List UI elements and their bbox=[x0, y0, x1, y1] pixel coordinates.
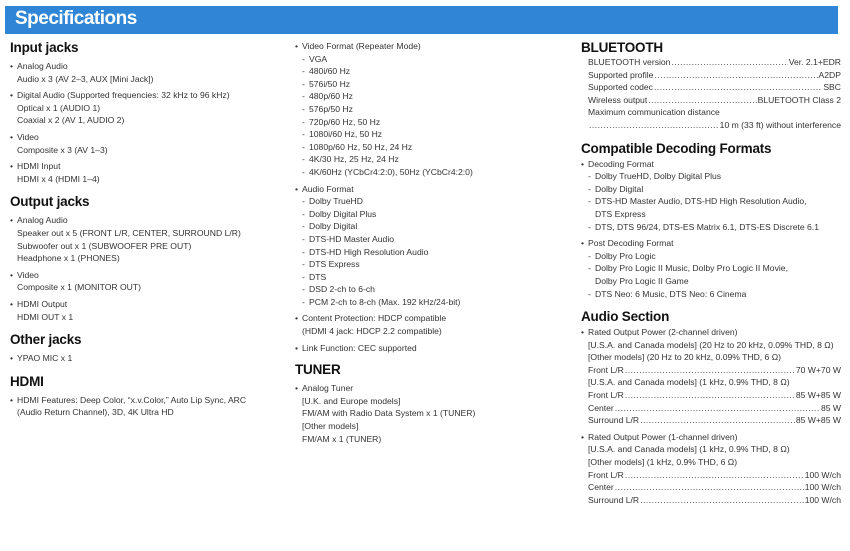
list-item bbox=[10, 298, 285, 323]
sub-item: - Dolby Pro Logic bbox=[588, 250, 841, 263]
list-item bbox=[581, 158, 841, 234]
item-title: • HDMI Input bbox=[17, 161, 61, 172]
item-line: [U.S.A. and Canada models] (20 Hz to 20 kHz, 0.09% THD, 8 Ω) bbox=[588, 339, 834, 350]
item-line: HDMI x 4 (HDMI 1–4) bbox=[17, 173, 100, 184]
hdmi-formats-list bbox=[295, 40, 570, 354]
sub-item: - Dolby Pro Logic II Music, Dolby Pro Logic II Movie, bbox=[588, 262, 841, 275]
item-line: Speaker out x 5 (FRONT L/R, CENTER, SURROUND L/R) bbox=[17, 227, 241, 238]
item-title: • Analog Audio bbox=[17, 215, 68, 226]
spec-label: Maximum communication distance bbox=[588, 107, 720, 118]
column-2 bbox=[295, 40, 570, 454]
spec-label: Surround L/R bbox=[588, 494, 640, 505]
spec-value: 10 m (33 ft) without interference bbox=[719, 119, 841, 130]
decoding-heading: Compatible Decoding Formats bbox=[581, 140, 772, 156]
audio-section bbox=[581, 309, 841, 506]
tuner-section bbox=[295, 362, 570, 445]
list-item bbox=[10, 214, 285, 264]
list-item bbox=[581, 237, 841, 300]
item-title: • Analog Audio bbox=[17, 61, 68, 71]
sub-item: - PCM 2-ch to 8-ch (Max. 192 kHz/24-bit) bbox=[302, 296, 570, 309]
spec-row bbox=[588, 94, 841, 107]
spec-row bbox=[588, 481, 841, 494]
sub-item: - 480i/60 Hz bbox=[302, 65, 570, 78]
sub-item: - Dolby Digital bbox=[302, 220, 570, 233]
spec-row bbox=[588, 494, 841, 507]
item-line: Audio x 3 (AV 2–3, AUX [Mini Jack]) bbox=[17, 73, 154, 84]
list-item bbox=[10, 60, 285, 85]
item-title: • Audio Format bbox=[302, 183, 354, 194]
link-function-item bbox=[295, 342, 570, 355]
spec-value: A2DP bbox=[818, 69, 841, 80]
sub-item: - Dolby Digital bbox=[588, 183, 841, 196]
other-jacks-section bbox=[10, 332, 285, 365]
output-jacks-list bbox=[10, 214, 285, 323]
spec-value: 85 W+85 W bbox=[795, 415, 841, 426]
spec-label: Front L/R bbox=[588, 390, 624, 401]
item-line: [U.K. and Europe models] bbox=[302, 395, 401, 406]
sub-item: - DTS-HD High Resolution Audio bbox=[302, 246, 570, 259]
sub-item: - VGA bbox=[302, 53, 570, 66]
item-title: • Video bbox=[17, 269, 39, 280]
list-item bbox=[10, 394, 285, 419]
title-banner bbox=[5, 6, 838, 34]
sub-item: - DTS-HD Master Audio, DTS-HD High Resolution Audio, bbox=[588, 195, 841, 208]
bluetooth-section bbox=[581, 40, 841, 132]
item-line: Subwoofer out x 1 (SUBWOOFER PRE OUT) bbox=[17, 240, 192, 251]
spec-value: BLUETOOTH Class 2 bbox=[757, 94, 841, 105]
input-jacks-section bbox=[10, 40, 285, 185]
item-line: (Audio Return Channel), 3D, 4K Ultra HD bbox=[17, 407, 174, 418]
spec-value: Ver. 2.1+EDR bbox=[788, 57, 841, 67]
sub-item: - 4K/60Hz (YCbCr4:2:0), 50Hz (YCbCr4:2:0) bbox=[302, 166, 570, 179]
spec-value: 100 W/ch bbox=[804, 482, 841, 493]
spec-value: 100 W/ch bbox=[804, 469, 841, 480]
spec-row bbox=[588, 364, 841, 377]
sub-item: - 1080i/60 Hz, 50 Hz bbox=[302, 128, 570, 141]
spec-row bbox=[588, 56, 841, 69]
other-jacks-heading: Other jacks bbox=[10, 332, 82, 348]
spec-value: SBC bbox=[823, 82, 841, 93]
item-line: [U.S.A. and Canada models] (1 kHz, 0.9% THD, 8 Ω) bbox=[588, 377, 790, 388]
item-title: • Digital Audio (Supported frequencies: 32 kHz to 96 kHz) bbox=[17, 90, 230, 101]
bluetooth-heading: BLUETOOTH bbox=[581, 40, 663, 55]
content-protection-item bbox=[295, 312, 570, 337]
audio-format-item bbox=[295, 183, 570, 309]
hdmi-heading: HDMI bbox=[10, 373, 44, 389]
output-jacks-heading: Output jacks bbox=[10, 194, 90, 210]
sub-item: - Dolby Digital Plus bbox=[302, 208, 570, 221]
spec-label: Surround L/R bbox=[588, 415, 640, 426]
item-line: [U.S.A. and Canada models] (1 kHz, 0.9% THD, 8 Ω) bbox=[588, 444, 790, 455]
spec-row bbox=[588, 469, 841, 482]
sub-item: - DTS Express bbox=[302, 258, 570, 271]
item-title: • YPAO MIC x 1 bbox=[17, 353, 73, 364]
hdmi-section bbox=[10, 374, 285, 419]
sub-item: - Dolby TrueHD, Dolby Digital Plus bbox=[588, 170, 841, 183]
sub-item: - DSD 2-ch to 6-ch bbox=[302, 283, 570, 296]
sub-item: - DTS Neo: 6 Music, DTS Neo: 6 Cinema bbox=[588, 288, 841, 301]
spec-label: Front L/R bbox=[588, 364, 624, 375]
spec-label: Front L/R bbox=[588, 469, 624, 480]
sub-item-continued: DTS Express bbox=[595, 208, 646, 219]
page-title: Specifications bbox=[15, 8, 137, 29]
list-item bbox=[581, 326, 841, 427]
list-item bbox=[295, 382, 570, 445]
item-line: Optical x 1 (AUDIO 1) bbox=[17, 102, 101, 113]
item-title: • Content Protection: HDCP compatible bbox=[302, 313, 447, 324]
sub-item: - 576p/50 Hz bbox=[302, 103, 570, 116]
list-item bbox=[10, 352, 285, 365]
spec-row bbox=[588, 389, 841, 402]
item-line: [Other models] (20 Hz to 20 kHz, 0.09% THD, 6 Ω) bbox=[588, 352, 782, 363]
spec-value: 85 W+85 W bbox=[795, 390, 841, 401]
sub-item: - DTS-HD Master Audio bbox=[302, 233, 570, 246]
item-line: HDMI OUT x 1 bbox=[17, 311, 74, 322]
item-line: [Other models] bbox=[302, 421, 359, 432]
column-3 bbox=[581, 40, 841, 515]
item-title: • Post Decoding Format bbox=[588, 238, 674, 249]
item-title: • Analog Tuner bbox=[302, 383, 354, 394]
spec-value: 70 W+70 W bbox=[795, 364, 841, 375]
sub-item: - 480p/60 Hz bbox=[302, 90, 570, 103]
sub-item: - 4K/30 Hz, 25 Hz, 24 Hz bbox=[302, 153, 570, 166]
output-jacks-section bbox=[10, 194, 285, 323]
sub-item: - DTS bbox=[302, 271, 570, 284]
spec-row bbox=[588, 69, 841, 82]
item-title: • Rated Output Power (2-channel driven) bbox=[588, 327, 738, 338]
list-item bbox=[10, 160, 285, 185]
audio-section-heading: Audio Section bbox=[581, 309, 670, 325]
item-title: • Decoding Format bbox=[588, 158, 654, 169]
spec-label: Supported profile bbox=[588, 69, 654, 80]
list-item bbox=[10, 89, 285, 127]
sub-item: - Dolby TrueHD bbox=[302, 195, 570, 208]
spec-label: Wireless output bbox=[588, 94, 648, 105]
list-item bbox=[10, 269, 285, 294]
spec-row bbox=[588, 81, 841, 94]
input-jacks-heading: Input jacks bbox=[10, 40, 79, 55]
spec-value: 85 W bbox=[820, 402, 841, 413]
item-line: FM/AM x 1 (TUNER) bbox=[302, 433, 382, 444]
item-line: [Other models] (1 kHz, 0.9% THD, 6 Ω) bbox=[588, 457, 738, 468]
item-title: • Video bbox=[17, 131, 39, 142]
list-item bbox=[581, 431, 841, 507]
spec-label: BLUETOOTH version bbox=[588, 57, 671, 67]
sub-item: - 1080p/60 Hz, 50 Hz, 24 Hz bbox=[302, 141, 570, 154]
item-line: Coaxial x 2 (AV 1, AUDIO 2) bbox=[17, 115, 125, 126]
input-jacks-list bbox=[10, 60, 285, 185]
item-line: FM/AM with Radio Data System x 1 (TUNER) bbox=[302, 408, 476, 419]
item-title: • Rated Output Power (1-channel driven) bbox=[588, 431, 738, 442]
audio-section-list bbox=[581, 326, 841, 506]
spec-row bbox=[588, 414, 841, 427]
tuner-heading: TUNER bbox=[295, 362, 341, 378]
sub-item: - 720p/60 Hz, 50 Hz bbox=[302, 116, 570, 129]
item-title: • HDMI Features: Deep Color, “x.v.Color,” Auto Lip Sync, ARC bbox=[17, 394, 247, 405]
sub-item-continued: Dolby Pro Logic II Game bbox=[595, 275, 689, 286]
spec-label: Center bbox=[588, 482, 614, 493]
other-jacks-list bbox=[10, 352, 285, 365]
spec-label: Supported codec bbox=[588, 82, 653, 93]
spec-value: 100 W/ch bbox=[804, 494, 841, 505]
sub-item: - DTS, DTS 96/24, DTS-ES Matrix 6.1, DTS-ES Discrete 6.1 bbox=[588, 221, 841, 234]
item-line: (HDMI 4 jack: HDCP 2.2 compatible) bbox=[302, 326, 442, 337]
video-format-item bbox=[295, 40, 570, 179]
spec-label: Center bbox=[588, 402, 614, 413]
item-line: Composite x 3 (AV 1–3) bbox=[17, 144, 108, 155]
item-title: • Video Format (Repeater Mode) bbox=[302, 41, 421, 51]
spec-row bbox=[588, 119, 841, 132]
decoding-section bbox=[581, 141, 841, 301]
hdmi-list bbox=[10, 394, 285, 419]
spec-row bbox=[588, 402, 841, 415]
column-1 bbox=[10, 40, 285, 428]
item-line: Headphone x 1 (PHONES) bbox=[17, 253, 120, 264]
tuner-list bbox=[295, 382, 570, 445]
sub-item: - 576i/50 Hz bbox=[302, 78, 570, 91]
item-title: • Link Function: CEC supported bbox=[302, 342, 417, 353]
item-line: Composite x 1 (MONITOR OUT) bbox=[17, 282, 141, 293]
list-item bbox=[10, 131, 285, 156]
decoding-list bbox=[581, 158, 841, 301]
item-title: • HDMI Output bbox=[17, 298, 68, 309]
